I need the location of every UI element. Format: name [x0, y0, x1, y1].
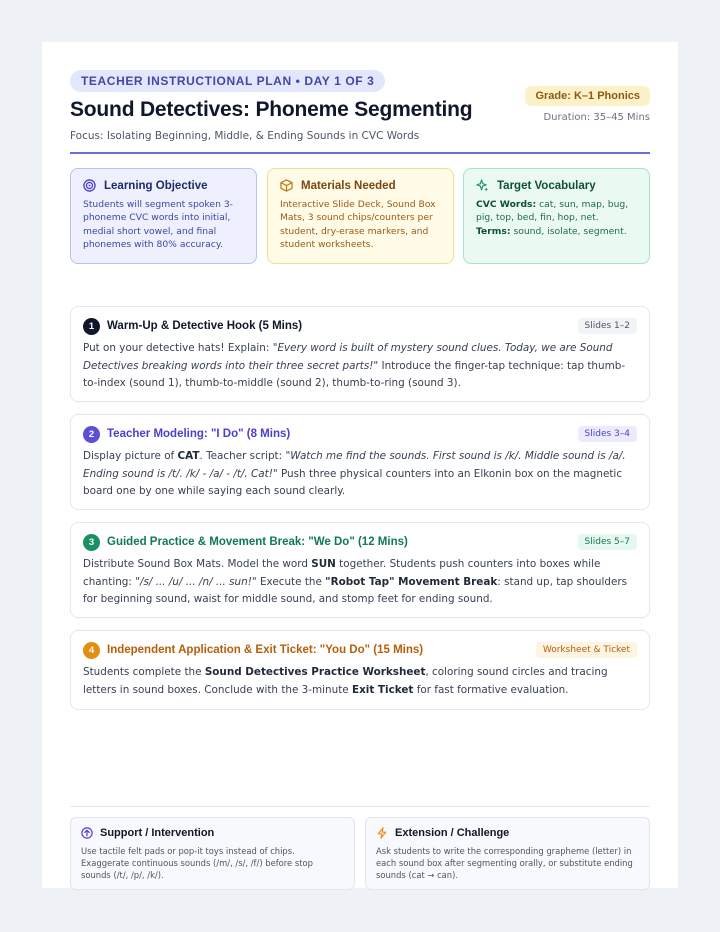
- plan-badge: TEACHER INSTRUCTIONAL PLAN • DAY 1 OF 3: [70, 70, 385, 92]
- slides-tag: Slides 1–2: [578, 318, 637, 334]
- support-intervention-card: [70, 817, 355, 890]
- step-number-badge: 4: [83, 642, 100, 659]
- focus-subtitle: Focus: Isolating Beginning, Middle, & Ending Sounds in CVC Words: [70, 130, 420, 142]
- step-title: Warm-Up & Detective Hook (5 Mins): [107, 320, 303, 332]
- learning-objective-text: Students will segment spoken 3-phoneme CVC words into initial, medial short vowel, and final phonemes with 80% accuracy.: [83, 199, 233, 251]
- header-divider: [70, 152, 650, 154]
- vocabulary-title: Target Vocabulary: [497, 179, 596, 192]
- materials-text: Interactive Slide Deck, Sound Box Mats, 3 sound chips/counters per student, dry-erase markers, and student worksheets.: [280, 199, 436, 251]
- step-description: Display picture of CAT. Teacher script: "Watch me find the sounds. First sound is /k/. Middle sound is /a/. Ending sound is /t/. /k/ - /a/ - /t/. Cat!" Push three physical counters into an Elkonin box on the magnetic board one by one while saying each sound clearly.: [83, 450, 626, 497]
- lesson-plan-content: [70, 70, 650, 881]
- step-description: Distribute Sound Box Mats. Model the word SUN together. Students push counters into boxes while chanting: "/s/ ... /u/ ... /n/ ... sun!" Execute the "Robot Tap" Movement Break: stand up, tap shoulders for beginning sound, waist for middle sound, and stomp feet for ending sound.: [83, 558, 628, 605]
- box-icon: [280, 179, 293, 192]
- extension-challenge-card: [365, 817, 650, 890]
- terms-label: Terms:: [476, 225, 511, 237]
- step-card-guided-practice: [70, 522, 650, 618]
- grade-badge: Grade: K–1 Phonics: [525, 86, 650, 106]
- step-number-badge: 2: [83, 426, 100, 443]
- vocabulary-text: [476, 198, 637, 238]
- arrow-up-circle-icon: [81, 827, 93, 839]
- step-description: Put on your detective hats! Explain: "Every word is built of mystery sound clues. Today, we are Sound Detectives breaking words into their three secret parts!" Introduce the finger-tap technique: tap thumb-to-index (sound 1), thumb-to-middle (sound 2), thumb-to-ring (sound 3).: [83, 342, 626, 389]
- support-title: Support / Intervention: [100, 827, 215, 839]
- overview-cards: [70, 168, 650, 264]
- extension-text: Ask students to write the corresponding grapheme (letter) in each sound box after segmenting orally, or substitute ending sounds (cat → can).: [376, 846, 633, 881]
- step-title: Independent Application & Exit Ticket: "You Do" (15 Mins): [107, 644, 424, 656]
- sparkle-icon: [476, 179, 489, 192]
- step-number-badge: 3: [83, 534, 100, 551]
- learning-objective-card: [70, 168, 257, 264]
- cvc-words-label: CVC Words:: [476, 199, 537, 210]
- page-title: Sound Detectives: Phoneme Segmenting: [70, 98, 473, 121]
- target-icon: [83, 179, 96, 192]
- vocabulary-card: [463, 168, 650, 264]
- step-number-badge: 1: [83, 318, 100, 335]
- step-description: Students complete the Sound Detectives Practice Worksheet, coloring sound circles and tracing letters in sound boxes. Conclude with the 3-minute Exit Ticket for fast formative evaluation.: [83, 666, 608, 696]
- materials-card: [267, 168, 454, 264]
- slides-tag: Slides 5–7: [578, 534, 637, 550]
- step-card-warm-up: [70, 306, 650, 402]
- step-card-teacher-modeling: [70, 414, 650, 510]
- materials-title: Materials Needed: [301, 179, 396, 192]
- learning-objective-title: Learning Objective: [104, 179, 208, 192]
- cvc-words-list: cat, sun, map, bug, pig, top, bed, fin, hop, net.: [476, 199, 629, 224]
- slides-tag: Slides 3–4: [578, 426, 637, 442]
- lesson-plan-page: [42, 42, 678, 888]
- support-text: Use tactile felt pads or pop-it toys instead of chips. Exaggerate continuous sounds (/m/, /s/, /f/) before stop sounds (/t/, /p/, /k/).: [81, 846, 313, 881]
- step-title: Teacher Modeling: "I Do" (8 Mins): [107, 428, 291, 440]
- extension-title: Extension / Challenge: [395, 827, 510, 839]
- duration-label: Duration: 35–45 Mins: [543, 112, 650, 123]
- footer-divider: [70, 806, 650, 807]
- step-title: Guided Practice & Movement Break: "We Do" (12 Mins): [107, 536, 408, 548]
- header: [70, 70, 650, 152]
- lightning-icon: [376, 827, 388, 839]
- terms-list: sound, isolate, segment.: [510, 225, 627, 237]
- worksheet-tag: Worksheet & Ticket: [536, 642, 637, 658]
- step-card-independent-application: [70, 630, 650, 710]
